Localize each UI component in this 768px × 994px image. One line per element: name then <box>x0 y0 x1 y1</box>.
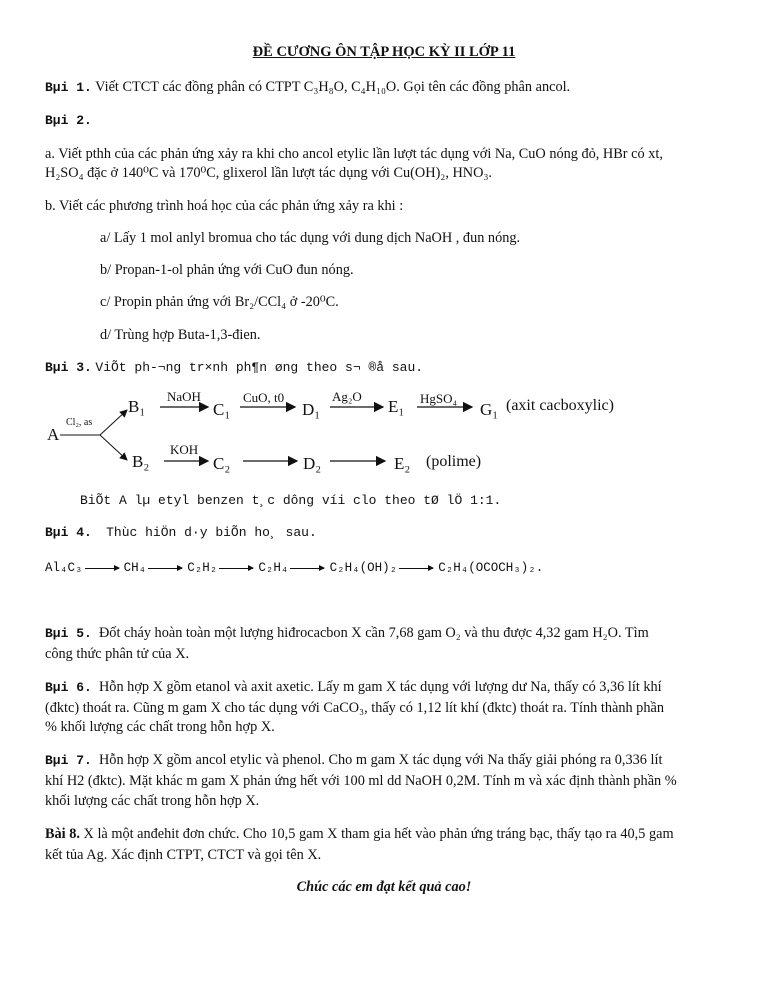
reagent-ag2o: Ag₂O <box>332 389 362 404</box>
chain-species: C₂H₄ <box>258 561 289 575</box>
cond-cl2: Cl₂, as <box>66 417 93 428</box>
exercise-2a-line1: a. Viết pthh của các phản ứng xảy ra khi cho ancol etylic lần lượt tác dụng với Na, CuO nóng đỏ, HBr có xt, <box>45 146 663 162</box>
exercise-5-line2: công thức phân tử của X. <box>45 646 190 662</box>
exercise-2b-item: c/ Propin phản ứng với Br₂/CCl₄ ở -20⁰C. <box>100 294 339 310</box>
exercise-6-text: Hỗn hợp X gồm etanol và axit axetic. Lấy m gam X tác dụng với lượng dư Na, thấy có 3,36 lít khí <box>98 679 662 695</box>
chain-arrow <box>290 568 324 569</box>
chain-arrow <box>148 568 182 569</box>
e2-note: (polime) <box>426 453 482 470</box>
exercise-2b-item: a/ Lấy 1 mol anlyl bromua cho tác dụng với dung dịch NaOH , đun nóng. <box>100 230 521 246</box>
exercise-4-text: Thùc hiÖn d·y biÕn ho¸ sau. <box>106 525 317 540</box>
exercise-7-line1 <box>45 750 662 771</box>
exercise-8-line2: kết tủa Ag. Xác định CTPT, CTCT và gọi tên X. <box>45 847 322 863</box>
chain-species: C₂H₄(OH)₂ <box>329 561 398 575</box>
species-C1: C₁ <box>213 400 231 419</box>
reagent-hgso4: HgSO₄ <box>420 391 458 406</box>
exercise-2-label: Bµi 2. <box>45 113 92 128</box>
exercise-6-line3: % khối lượng các chất trong hỗn hợp X. <box>45 719 275 735</box>
exercise-7-line2: khí H2 (đktc). Mặt khác m gam X phản ứng hết với 100 ml dd NaOH 0,2M. Tính m và xác định thành phần % <box>45 773 677 789</box>
exercise-2a-line2: H₂SO₄ đặc ở 140⁰C và 170⁰C, glixerol lần lượt tác dụng với Cu(OH)₂, HNO₃. <box>45 165 493 181</box>
g1-note: (axit cacboxylic) <box>506 397 614 414</box>
reaction-scheme <box>40 385 720 480</box>
exercise-7-line3: khối lượng các chất trong hỗn hợp X. <box>45 793 260 809</box>
exercise-2b-intro: b. Viết các phương trình hoá học của các phản ứng xảy ra khi : <box>45 198 404 214</box>
closing-message: Chúc các em đạt kết quả cao! <box>296 879 472 895</box>
exercise-4 <box>45 522 317 543</box>
chain-arrow <box>219 568 253 569</box>
reagent-koh: KOH <box>170 442 199 457</box>
page-title: ĐỀ CƯƠNG ÔN TẬP HỌC KỲ II LỚP 11 <box>252 44 516 60</box>
exercise-1-label: Bµi 1. <box>45 80 92 95</box>
exercise-8-text: X là một anđehit đơn chức. Cho 10,5 gam X tham gia hết vào phản ứng tráng bạc, thấy tạo ra 40,5 gam <box>83 826 674 842</box>
species-G1: G₁ <box>480 400 499 419</box>
exercise-3-note: BiÕt A lµ etyl benzen t¸c dông víi clo theo tØ lÖ 1:1. <box>80 493 502 508</box>
exercise-2b-item: b/ Propan-1-ol phản ứng với CuO đun nóng. <box>100 262 354 278</box>
reagent-naoh: NaOH <box>167 389 201 404</box>
species-B2: B₂ <box>132 452 150 471</box>
arrow-up <box>100 410 127 435</box>
chain-species: C₂H₄(OCOCH₃)₂. <box>438 561 544 575</box>
chain-species: C₂H₂ <box>187 561 218 575</box>
species-A: A <box>47 425 60 444</box>
exercise-5-line1 <box>45 623 649 644</box>
exercise-7-label: Bµi 7. <box>45 753 92 768</box>
exercise-5-label: Bµi 5. <box>45 626 92 641</box>
conversion-chain <box>45 560 543 575</box>
chain-species: CH₄ <box>123 561 147 575</box>
exercise-8-label: Bài 8. <box>45 826 80 842</box>
exercise-6-line2: (đktc) thoát ra. Cũng m gam X cho tác dụng với CaCO₃, thấy có 1,12 lít khí (đktc) thoát ra. Tính thành phần <box>45 700 664 716</box>
exercise-6-label: Bµi 6. <box>45 680 92 695</box>
chain-arrow <box>85 568 119 569</box>
exercise-5-text: Đốt cháy hoàn toàn một lượng hiđrocacbon X cần 7,68 gam O₂ và thu được 4,32 gam H₂O. Tìm <box>98 625 649 641</box>
exercise-1-text: Viết CTCT các đồng phân có CTPT C₃H₈O, C₄H₁₀O. Gọi tên các đồng phân ancol. <box>95 79 571 95</box>
species-E2: E₂ <box>394 454 411 473</box>
exercise-8-line1 <box>45 824 674 844</box>
exercise-7-text: Hỗn hợp X gồm ancol etylic và phenol. Cho m gam X tác dụng với Na thấy giải phóng ra 0,336 lít <box>98 752 663 768</box>
chain-arrow <box>399 568 433 569</box>
exercise-4-label: Bµi 4. <box>45 525 92 540</box>
exercise-6-line1 <box>45 677 662 698</box>
reagent-cuo: CuO, t0 <box>243 390 285 405</box>
exercise-2b-item: d/ Trùng hợp Buta-1,3-đien. <box>100 327 261 343</box>
arrow-down <box>100 435 127 460</box>
exercise-3-label: Bµi 3. <box>45 360 92 375</box>
species-E1: E₁ <box>388 397 405 416</box>
exercise-3-text: ViÕt ph-¬ng tr×nh ph¶n øng theo s¬ ®å sau. <box>95 360 424 375</box>
species-C2: C₂ <box>213 454 231 473</box>
chain-species: Al₄C₃ <box>45 561 83 575</box>
exercise-3 <box>45 357 423 378</box>
exercise-1 <box>45 77 570 98</box>
species-B1: B₁ <box>128 397 146 416</box>
species-D2: D₂ <box>303 454 322 473</box>
species-D1: D₁ <box>302 400 321 419</box>
